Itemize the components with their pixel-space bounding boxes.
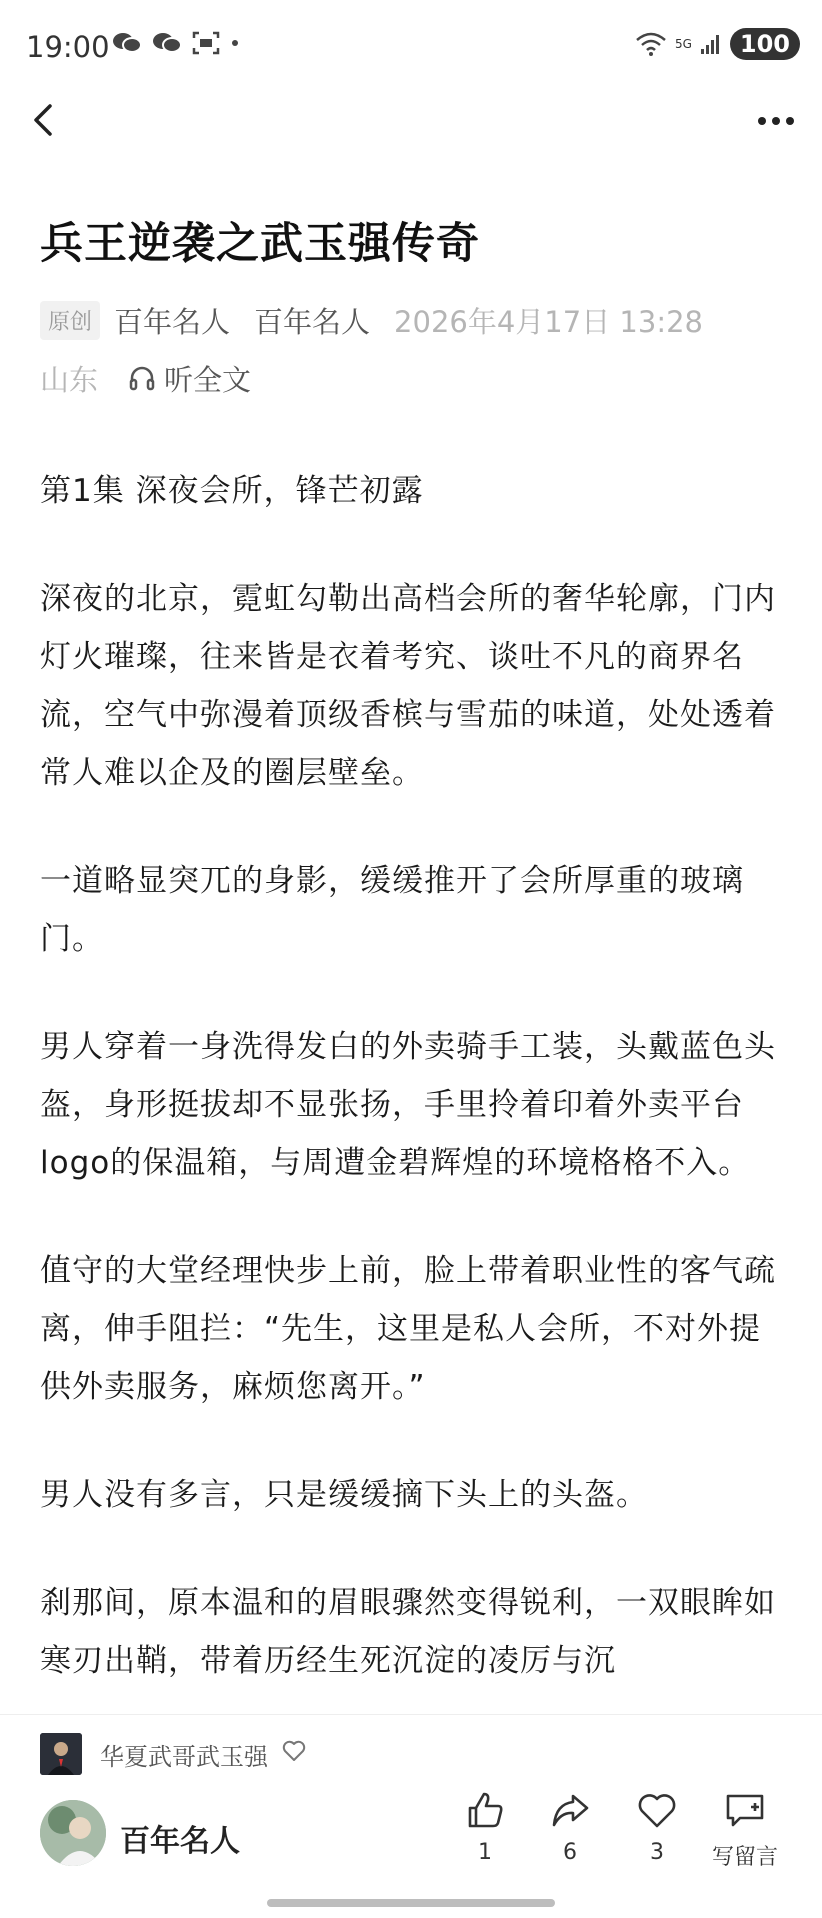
wifi-icon bbox=[635, 32, 667, 56]
listen-button[interactable] bbox=[128, 358, 251, 399]
share-button[interactable] bbox=[525, 1790, 615, 1865]
heart-outline-icon[interactable] bbox=[282, 1740, 306, 1762]
author-account-link[interactable]: 百年名人 bbox=[254, 304, 371, 339]
heart-icon bbox=[636, 1790, 678, 1832]
wechat-icon bbox=[112, 31, 142, 55]
signal-icon bbox=[700, 33, 722, 55]
home-indicator[interactable] bbox=[267, 1899, 555, 1907]
comment-button[interactable] bbox=[700, 1790, 790, 1871]
nav-bar bbox=[0, 96, 822, 146]
notification-icons bbox=[112, 30, 240, 56]
favorite-count: 3 bbox=[650, 1840, 664, 1865]
thumbs-up-icon bbox=[464, 1790, 506, 1832]
headphones-icon bbox=[128, 364, 156, 392]
paragraph: 一道略显突兀的身影，缓缓推开了会所厚重的玻璃门。 bbox=[40, 863, 744, 957]
back-icon[interactable] bbox=[26, 100, 66, 140]
author-avatar[interactable] bbox=[40, 1733, 82, 1775]
more-icon[interactable] bbox=[756, 114, 796, 128]
share-count: 6 bbox=[563, 1840, 577, 1865]
favorite-button[interactable] bbox=[612, 1790, 702, 1865]
article-body bbox=[40, 462, 784, 1690]
paragraph: 第1集 深夜会所，锋芒初露 bbox=[40, 473, 424, 509]
like-count: 1 bbox=[478, 1840, 492, 1865]
location: 山东 bbox=[40, 362, 99, 397]
wechat-icon bbox=[152, 31, 182, 55]
comment-add-icon bbox=[724, 1790, 766, 1832]
comment-label: 写留言 bbox=[711, 1845, 778, 1870]
listen-label: 听全文 bbox=[164, 362, 252, 397]
paragraph: 刹那间，原本温和的眉眼骤然变得锐利，一双眼眸如寒刃出鞘，带着历经生死沉淀的凌厉与沉 bbox=[40, 1585, 776, 1679]
paragraph: 值守的大堂经理快步上前，脸上带着职业性的客气疏离，伸手阻拦：“先生，这里是私人会所，不对外提供外卖服务，麻烦您离开。” bbox=[40, 1253, 776, 1405]
like-button[interactable] bbox=[440, 1790, 530, 1865]
battery-indicator: 100 bbox=[730, 28, 800, 60]
share-arrow-icon bbox=[549, 1790, 591, 1832]
paragraph: 男人没有多言，只是缓缓摘下头上的头盔。 bbox=[40, 1477, 648, 1513]
original-badge: 原创 bbox=[40, 301, 100, 340]
paragraph: 男人穿着一身洗得发白的外卖骑手工装，头戴蓝色头盔，身形挺拔却不显张扬，手里拎着印着外卖平台logo的保温箱，与周遭金碧辉煌的环境格格不入。 bbox=[40, 1029, 776, 1181]
article-title: 兵王逆袭之武玉强传奇 bbox=[40, 219, 480, 269]
signal-label: 5G bbox=[674, 37, 692, 51]
system-icons bbox=[635, 28, 800, 60]
paragraph: 深夜的北京，霓虹勾勒出高档会所的奢华轮廓，门内灯火璀璨，往来皆是衣着考究、谈吐不凡的商界名流，空气中弥漫着顶级香槟与雪茄的味道，处处透着常人难以企及的圈层壁垒。 bbox=[40, 581, 776, 791]
publish-date: 2026年4月17日 13:28 bbox=[394, 304, 703, 339]
author-link[interactable]: 百年名人 bbox=[114, 304, 231, 339]
author-name[interactable]: 华夏武哥武玉强 bbox=[100, 1743, 268, 1771]
account-name[interactable]: 百年名人 bbox=[120, 1824, 240, 1859]
bottom-action-bar bbox=[0, 1786, 822, 1896]
status-bar bbox=[0, 0, 822, 96]
status-time: 19:00 bbox=[26, 30, 110, 64]
article-meta-secondary bbox=[40, 358, 251, 398]
dot-icon bbox=[230, 38, 240, 48]
article-meta bbox=[40, 300, 703, 340]
author-strip[interactable] bbox=[0, 1714, 822, 1785]
screenshot-icon bbox=[192, 30, 220, 56]
account-avatar[interactable] bbox=[40, 1800, 106, 1866]
